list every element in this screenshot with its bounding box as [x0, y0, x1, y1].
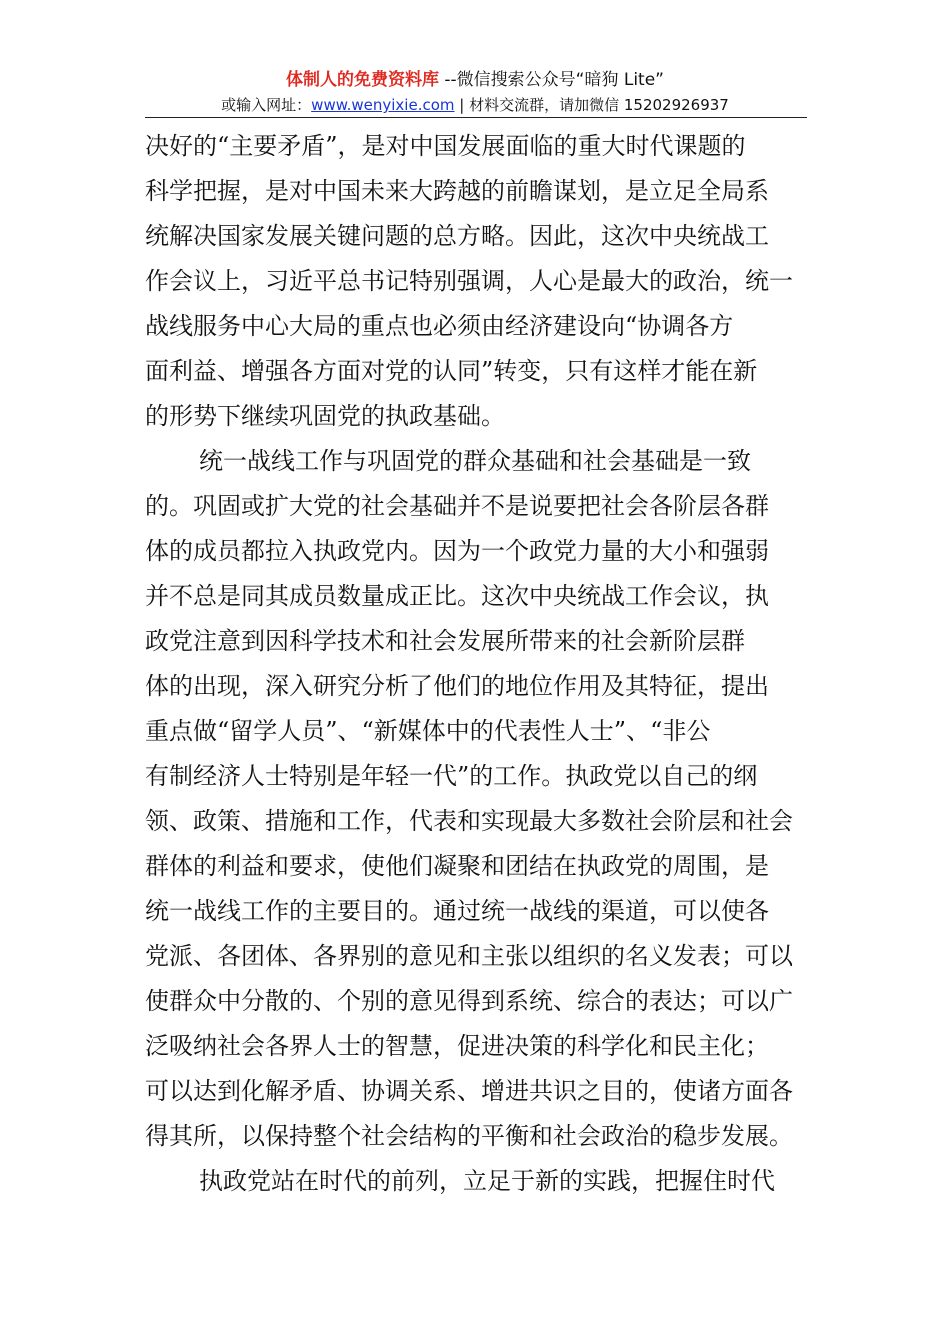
body-line: 决好的“主要矛盾”，是对中国发展面临的重大时代课题的: [145, 132, 746, 160]
header-promo-text: --微信搜索公众号“暗狗 Lite”: [438, 70, 664, 90]
body-line: 领、政策、措施和工作，代表和实现最大多数社会阶层和社会: [145, 807, 793, 835]
header-divider: [145, 117, 807, 118]
body-line: 群体的利益和要求，使他们凝聚和团结在执政党的周围，是: [145, 852, 769, 880]
page-header: [0, 68, 950, 116]
body-line: 并不总是同其成员数量成正比。这次中央统战工作会议，执: [145, 582, 769, 610]
paragraph-start-line: 统一战线工作与巩固党的群众基础和社会基础是一致: [199, 447, 751, 475]
body-line: 得其所，以保持整个社会结构的平衡和社会政治的稳步发展。: [145, 1122, 793, 1150]
body-line: 统解决国家发展关键问题的总方略。因此，这次中央统战工: [145, 222, 769, 250]
header-contact: | 材料交流群，请加微信 15202926937: [454, 96, 729, 114]
header-url-link[interactable]: www.wenyixie.com: [311, 96, 455, 114]
body-line: 面利益、增强各方面对党的认同”转变，只有这样才能在新: [145, 357, 758, 385]
body-line: 的。巩固或扩大党的社会基础并不是说要把社会各阶层各群: [145, 492, 769, 520]
body-line: 重点做“留学人员”、“新媒体中的代表性人士”、“非公: [145, 717, 711, 745]
body-line: 使群众中分散的、个别的意见得到系统、综合的表达；可以广: [145, 987, 793, 1015]
body-line: 战线服务中心大局的重点也必须由经济建设向“协调各方: [145, 312, 734, 340]
header-promo-line: [0, 68, 950, 92]
body-line: 政党注意到因科学技术和社会发展所带来的社会新阶层群: [145, 627, 745, 655]
header-brand: 体制人的免费资料库: [285, 70, 439, 90]
body-line: 有制经济人士特别是年轻一代”的工作。执政党以自己的纲: [145, 762, 758, 790]
body-line: 的形势下继续巩固党的执政基础。: [145, 402, 505, 430]
body-line: 作会议上，习近平总书记特别强调，人心是最大的政治，统一: [145, 267, 793, 295]
header-contact-line: [0, 94, 950, 116]
body-line: 泛吸纳社会各界人士的智慧，促进决策的科学化和民主化；: [145, 1032, 769, 1060]
body-line: 科学把握，是对中国未来大跨越的前瞻谋划，是立足全局系: [145, 177, 769, 205]
body-line: 可以达到化解矛盾、协调关系、增进共识之目的，使诸方面各: [145, 1077, 793, 1105]
body-line: 党派、各团体、各界别的意见和主张以组织的名义发表；可以: [145, 942, 793, 970]
document-body: [145, 124, 807, 1204]
paragraph-start-line: 执政党站在时代的前列，立足于新的实践，把握住时代: [199, 1167, 775, 1195]
header-url-prefix: 或输入网址：: [221, 96, 312, 114]
body-line: 统一战线工作的主要目的。通过统一战线的渠道，可以使各: [145, 897, 769, 925]
body-line: 体的成员都拉入执政党内。因为一个政党力量的大小和强弱: [145, 537, 769, 565]
body-line: 体的出现，深入研究分析了他们的地位作用及其特征，提出: [145, 672, 769, 700]
